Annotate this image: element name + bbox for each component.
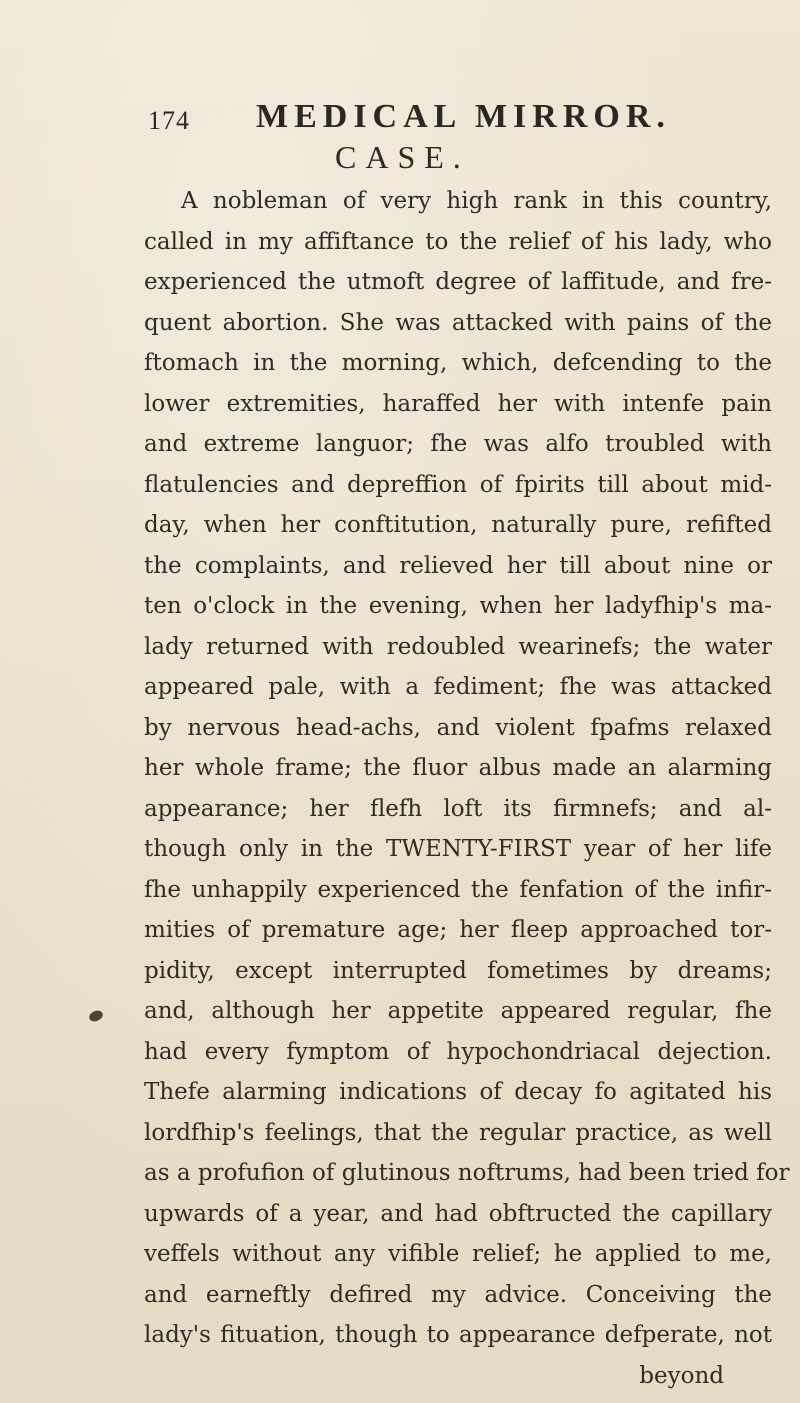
text-line: Thefe alarming indications of decay fo agitated his: [144, 1079, 772, 1105]
text-line: by nervous head-achs, and violent fpafms relaxed: [144, 714, 772, 741]
text-line: had every fymptom of hypochondriacal dejection.: [144, 1038, 772, 1065]
page-number: 174: [148, 106, 190, 135]
text-line: lower extremities, haraffed her with intenfe pain: [144, 390, 772, 417]
text-line: though only in the TWENTY-FIRST year of her life: [144, 836, 772, 862]
text-line: veffels without any vifible relief; he applied to me,: [144, 1241, 772, 1267]
text-line: flatulencies and depreffion of fpirits till about mid-: [144, 471, 772, 498]
text-line: and, although her appetite appeared regular, fhe: [144, 998, 772, 1024]
text-line: ftomach in the morning, which, defcending to the: [144, 350, 772, 376]
text-line: experienced the utmoft degree of laffitude, and fre-: [144, 269, 772, 295]
text-line: lady returned with redoubled wearinefs; the water: [144, 633, 772, 660]
text-line: mities of premature age; her fleep approached tor-: [144, 917, 772, 943]
text-line: A nobleman of very high rank in this country,: [181, 188, 772, 214]
text-line: ten o'clock in the evening, when her ladyfhip's ma-: [144, 593, 772, 619]
running-title: MEDICAL MIRROR.: [256, 98, 671, 135]
text-line: day, when her conftitution, naturally pure, refifted: [144, 512, 772, 538]
text-line: appearance; her flefh loft its firmnefs; and al-: [144, 795, 772, 822]
text-line: the complaints, and relieved her till about nine or: [144, 552, 772, 579]
page-header: [148, 98, 768, 142]
text-line: lady's fituation, though to appearance defperate, not: [144, 1322, 772, 1348]
text-line: lordfhip's feelings, that the regular practice, as well: [144, 1119, 772, 1146]
text-line: fhe unhappily experienced the fenfation of the infir-: [144, 876, 772, 903]
case-heading: CASE.: [335, 139, 470, 175]
text-line: pidity, except interrupted fometimes by dreams;: [144, 957, 772, 984]
text-line: quent abortion. She was attacked with pains of the: [144, 309, 772, 336]
text-line: and earneftly defired my advice. Conceiving the: [144, 1281, 772, 1308]
text-line: called in my affiftance to the relief of his lady, who: [144, 228, 772, 255]
catchword: beyond: [639, 1362, 724, 1389]
text-line: as a profufion of glutinous noftrums, had been tried for: [144, 1160, 790, 1186]
text-line: appeared pale, with a fediment; fhe was attacked: [144, 674, 772, 700]
text-line: upwards of a year, and had obftructed the capillary: [144, 1200, 772, 1227]
ink-blot-mark: [88, 1009, 105, 1024]
text-line: her whole frame; the fluor albus made an alarming: [144, 755, 772, 781]
body-text: [144, 181, 790, 1396]
text-line: and extreme languor; fhe was alfo troubled with: [144, 431, 772, 457]
